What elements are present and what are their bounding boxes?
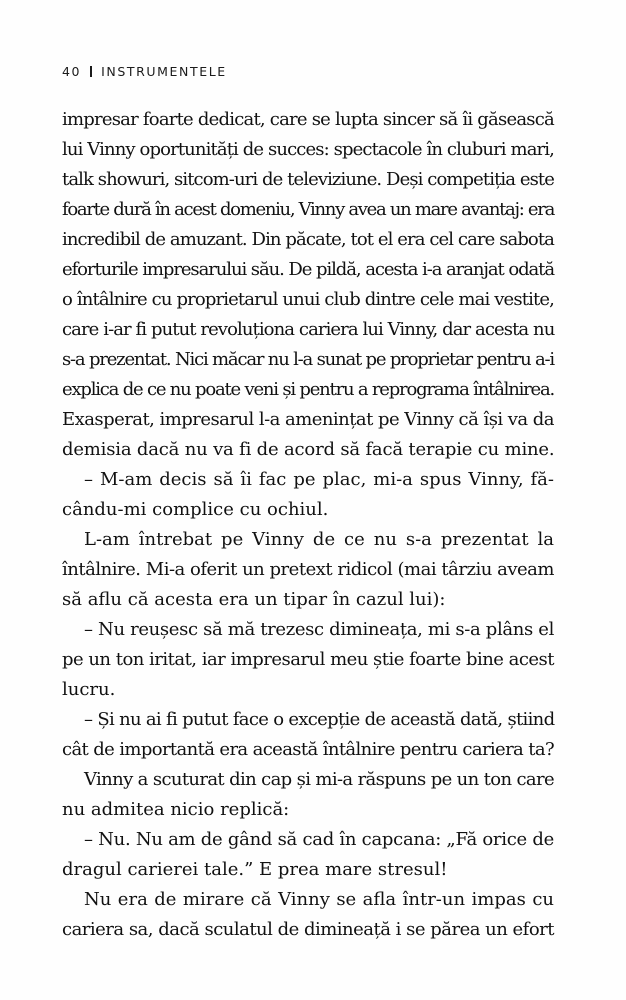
body-text <box>62 105 554 945</box>
text-line: cât de importantă era această întâlnire pentru cariera ta? <box>62 739 554 760</box>
text-line: Nu era de mirare că Vinny se afla într-un impas cu <box>84 889 554 910</box>
text-line: cariera sa, dacă sculatul de dimineață i se părea un efort <box>62 919 554 940</box>
text-line: talk showuri, sitcom-uri de televiziune. Deși competiția este <box>62 169 554 190</box>
text-line: să aflu că acesta era un tipar în cazul lui): <box>62 589 446 610</box>
text-line: – Nu reușesc să mă trezesc dimineața, mi s-a plâns el <box>84 619 554 640</box>
text-line: cându-mi complice cu ochiul. <box>62 499 329 520</box>
text-line: o întâlnire cu proprietarul unui club dintre cele mai vestite, <box>62 289 554 310</box>
text-line: s-a prezentat. Nici măcar nu l-a sunat pe proprietar pentru a-i <box>62 349 554 370</box>
text-line: – Nu. Nu am de gând să cad în capcana: „Fă orice de <box>84 829 555 850</box>
text-line: demisia dacă nu va fi de acord să facă terapie cu mine. <box>62 439 555 460</box>
text-line: care i-ar fi putut revoluționa cariera lui Vinny, dar acesta nu <box>62 319 555 340</box>
running-header <box>62 64 227 79</box>
text-line: nu admitea nicio replică: <box>62 799 290 820</box>
text-line: pe un ton iritat, iar impresarul meu știe foarte bine acest <box>62 649 554 670</box>
text-line: impresar foarte dedicat, care se lupta sincer să îi găsească <box>62 109 554 130</box>
text-line: întâlnire. Mi-a oferit un pretext ridicol (mai târziu aveam <box>62 559 554 580</box>
text-line: foarte dură în acest domeniu, Vinny avea un mare avantaj: era <box>62 199 554 220</box>
text-line: Vinny a scuturat din cap și mi-a răspuns pe un ton care <box>84 769 554 790</box>
text-line: L-am întrebat pe Vinny de ce nu s-a prezentat la <box>84 529 554 550</box>
text-line: lui Vinny oportunități de succes: spectacole în cluburi mari, <box>62 139 554 160</box>
text-line: – Și nu ai fi putut face o excepție de această dată, știind <box>84 709 555 730</box>
chapter-title: INSTRUMENTELE <box>101 64 227 79</box>
page-number: 40 <box>62 64 82 79</box>
header-separator <box>90 66 92 77</box>
text-line: – M-am decis să îi fac pe plac, mi-a spus Vinny, fă- <box>84 469 554 490</box>
text-line: explica de ce nu poate veni și pentru a reprograma întâlnirea. <box>62 379 554 400</box>
text-line: lucru. <box>62 679 116 700</box>
text-line: dragul carierei tale.” E prea mare stresul! <box>62 859 448 880</box>
text-line: Exasperat, impresarul l-a amenințat pe Vinny că își va da <box>62 409 554 430</box>
text-line: eforturile impresarului său. De pildă, acesta i-a aranjat odată <box>62 259 554 280</box>
text-line: incredibil de amuzant. Din păcate, tot el era cel care sabota <box>62 229 554 250</box>
